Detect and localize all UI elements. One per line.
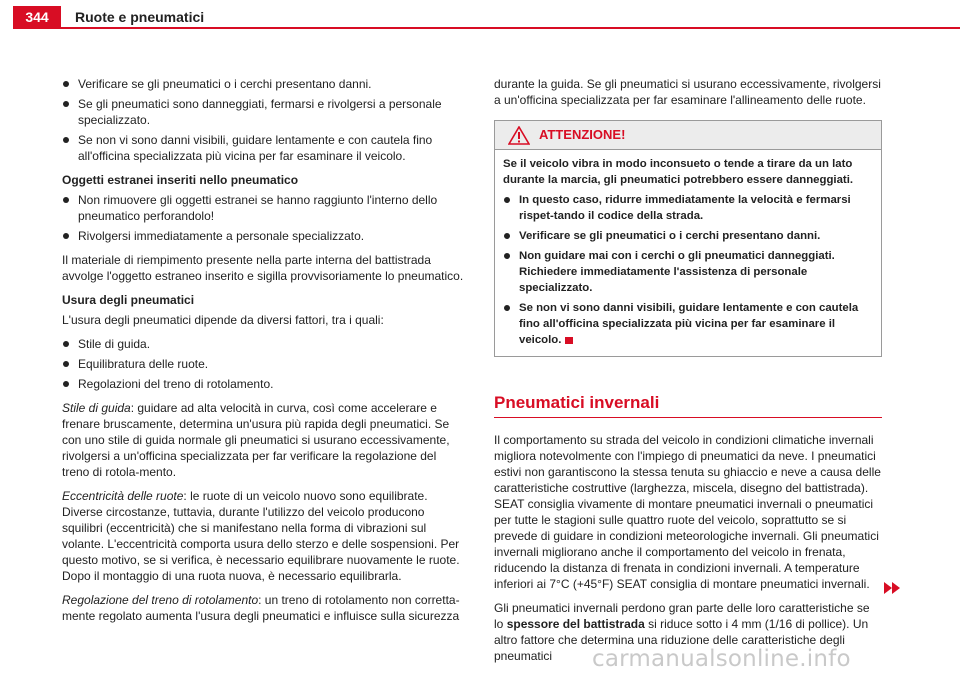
section-body	[494, 432, 882, 664]
end-square-icon	[565, 337, 573, 344]
left-column	[62, 76, 466, 632]
list-item: Verificare se gli pneumatici o i cerchi presentano danni.	[503, 228, 873, 244]
wear-bullets	[62, 336, 466, 392]
alignment-text: : un treno di rotolamento non corretta-mente regolato aumenta l'usura degli pneumatici e influisce sulla sicurezza	[62, 593, 460, 623]
list-item: Rivolgersi immediatamente a personale specializzato.	[62, 228, 466, 244]
list-item: Verificare se gli pneumatici o i cerchi presentano danni.	[62, 76, 466, 92]
list-item: Se gli pneumatici sono danneggiati, fermarsi e rivolgersi a personale specializzato.	[62, 96, 466, 128]
wear-intro: L'usura degli pneumatici dipende da diversi fattori, tra i quali:	[62, 313, 384, 327]
list-item: Se non vi sono danni visibili, guidare lentamente e con cautela fino all'officina specializzata più vicina per far esaminare il veicolo.	[62, 132, 466, 164]
eccentricity-text: : le ruote di un veicolo nuovo sono equilibrate. Diverse circostanze, tuttavia, durante l'utilizzo del veicolo producono squilibri (eccentricità) che si manifestano nella forma di vibrazioni sul volante. L'eccentricità comporta usura dello sterzo e delle sospensioni. Per questo motivo, se si verifica, è necessario equilibrare nuovamente le ruote. Dopo il montaggio di una ruota nuova, è necessario equilibrarla.	[62, 489, 460, 583]
list-item: Regolazioni del treno di rotolamento.	[62, 376, 466, 392]
warning-title: ATTENZIONE!	[539, 127, 626, 142]
list-item: In questo caso, ridurre immediatamente la velocità e fermarsi rispet-tando il codice della strada.	[503, 192, 873, 224]
page-number: 344	[13, 6, 61, 28]
check-bullets	[62, 76, 466, 164]
right-column	[494, 76, 882, 672]
continuation-paragraph: durante la guida. Se gli pneumatici si usurano eccessivamente, rivolgersi a un'officina specializzata per far esaminare l'allineamento delle ruote.	[494, 77, 881, 107]
tread-depth-term: spessore del battistrada	[506, 617, 645, 631]
warning-last-text: Se non vi sono danni visibili, guidare lentamente e con cautela fino all'officina specializzata più vicina per far esaminare il veicolo.	[519, 302, 859, 346]
chapter-title: Ruote e pneumatici	[75, 9, 205, 25]
warning-intro: Se il veicolo vibra in modo inconsueto o tende a tirare da un lato durante la marcia, gli pneumatici potrebbero essere danneggiati.	[503, 158, 854, 186]
page-header	[0, 0, 960, 28]
list-item: Non rimuovere gli oggetti estranei se hanno raggiunto l'interno dello pneumatico perforandolo!	[62, 192, 466, 224]
warning-box	[494, 120, 882, 357]
wear-heading: Usura degli pneumatici	[62, 293, 195, 307]
list-item: Equilibratura delle ruote.	[62, 356, 466, 372]
next-page-arrow-icon[interactable]	[884, 582, 892, 594]
driving-style-text: : guidare ad alta velocità in curva, così come accelerare e frenare bruscamente, determina un'usura più rapida degli pneumatici. Se con uno stile di guida normale gli pneumatici si usurano eccessivamente, rivolgersi a un'officina specializzata per far verificare la regolazione del treno di rotola-mento.	[62, 401, 450, 479]
foreign-bullets	[62, 192, 466, 244]
list-item: Stile di guida.	[62, 336, 466, 352]
section-title: Pneumatici invernali	[494, 395, 882, 418]
para-2-end: si riduce sotto i 4 mm (1/16 di pollice). Un altro fattore che determina una riduzione delle caratteristiche degli pneumatici	[494, 617, 869, 663]
alignment-paragraph	[62, 592, 466, 624]
alignment-term: Regolazione del treno di rotolamento	[62, 593, 259, 607]
warning-header	[495, 121, 881, 150]
list-item: Non guidare mai con i cerchi o gli pneumatici danneggiati. Richiedere immediatamente l'assistenza di personale specializzato.	[503, 248, 873, 296]
eccentricity-term: Eccentricità delle ruote	[62, 489, 184, 503]
next-page-arrow-icon[interactable]	[892, 582, 900, 594]
warning-triangle-icon	[508, 126, 530, 145]
warning-body	[495, 150, 881, 356]
material-paragraph: Il materiale di riempimento presente nella parte interna del battistrada avvolge l'oggetto estraneo inserito e sigilla provvisoriamente lo pneumatico.	[62, 253, 464, 283]
watermark: carmanualsonline.info	[592, 646, 851, 672]
eccentricity-paragraph	[62, 488, 466, 584]
winter-paragraph-1: Il comportamento su strada del veicolo in condizioni climatiche invernali migliora notevolmente con l'impiego di pneumatici da neve. I pneumatici estivi non garantiscono la stessa tenuta su ghiaccio e neve a causa delle caratteristiche costruttive (larghezza, miscela, disegno del battistrada). SEAT consiglia vivamente di montare pneumatici invernali o pneumatici per tutte le stagioni sulle quattro ruote del veicolo, soprattutto se si prevede di guidare in condizioni meteorologiche invernali. Gli pneumatici invernali migliorano anche il comportamento del veicolo in frenata, riducendo la distanza di frenata in condizioni invernali. A temperature inferiori ai 7°C (+45°F) SEAT consiglia di montare pneumatici invernali.	[494, 433, 881, 591]
driving-style-term: Stile di guida	[62, 401, 131, 415]
list-item	[503, 300, 873, 348]
header-rule	[13, 27, 960, 29]
para-2-start: Gli pneumatici invernali perdono gran parte delle loro caratteristiche se lo	[494, 601, 870, 631]
foreign-objects-heading: Oggetti estranei inseriti nello pneumatico	[62, 173, 299, 187]
driving-style-paragraph	[62, 400, 466, 480]
